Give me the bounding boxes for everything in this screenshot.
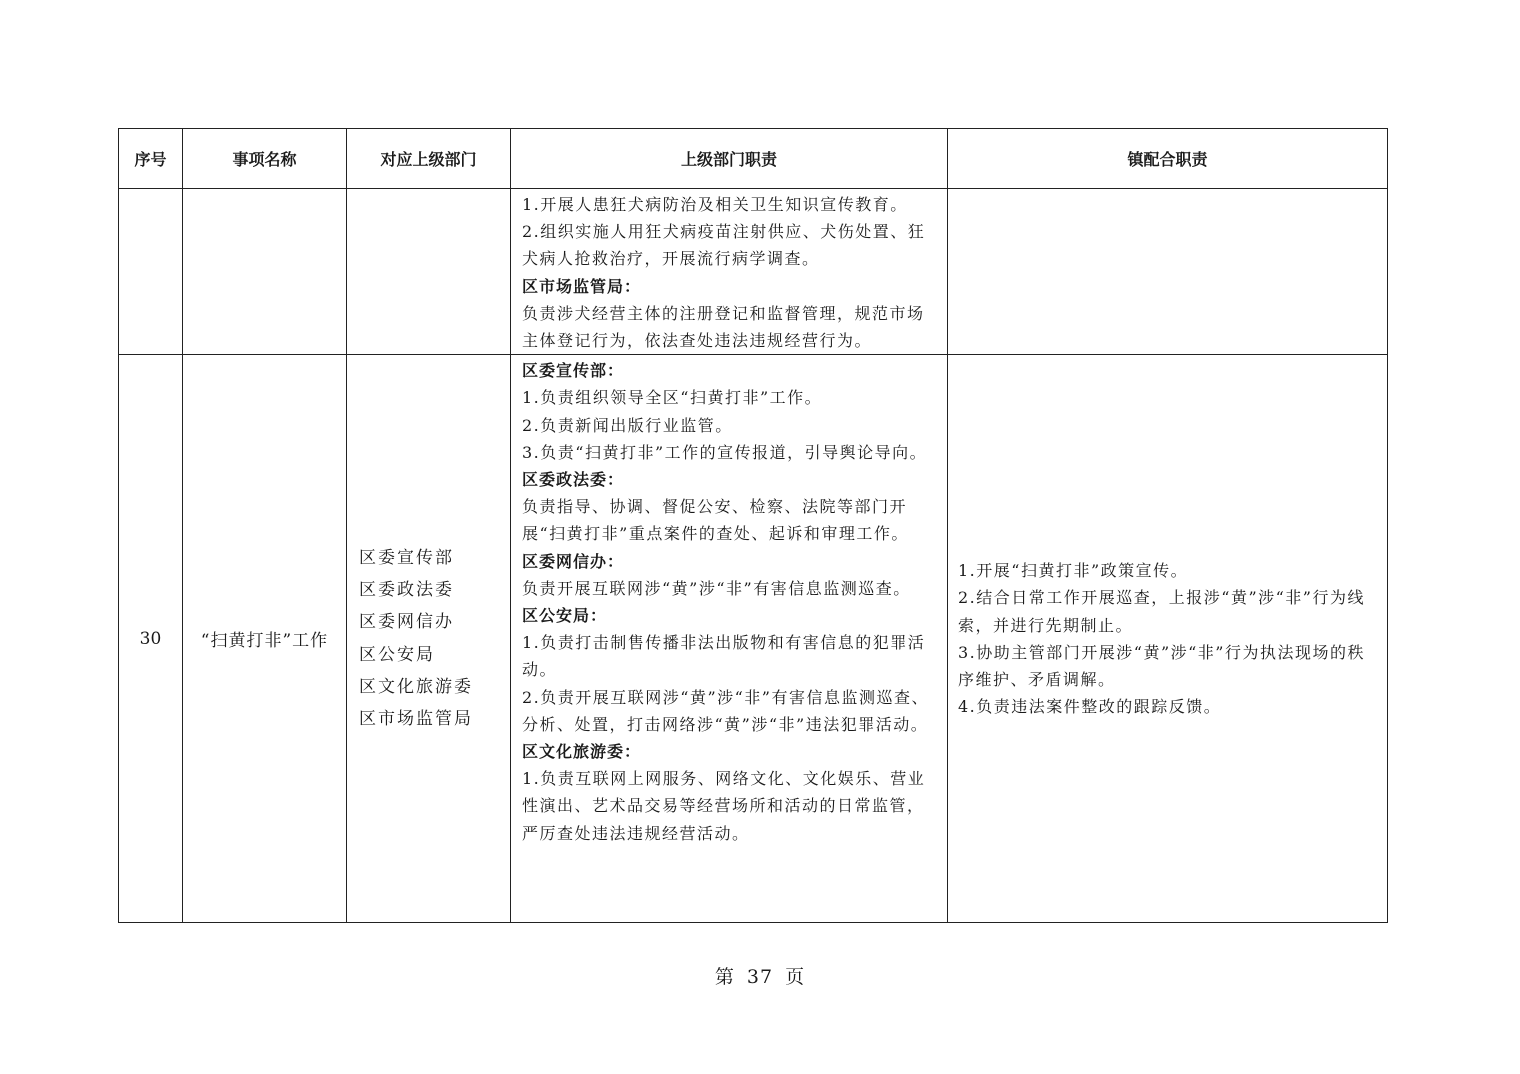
dept-item: 区市场监管局 — [359, 709, 473, 730]
dept-heading: 区文化旅游委： — [522, 742, 642, 762]
row2-seq-cell: 30 — [119, 355, 183, 923]
dept-heading: 区委宣传部： — [522, 361, 625, 381]
row1-town-duty-cell — [948, 189, 1388, 355]
table-header-row — [119, 129, 1388, 189]
dept-item: 区委政法委 — [359, 580, 454, 601]
row1-upper-dept-cell — [347, 189, 511, 355]
page-footer — [0, 962, 1520, 989]
table-row — [119, 189, 1388, 355]
header-town-duty: 镇配合职责 — [948, 129, 1388, 189]
dept-item: 区委宣传部 — [359, 547, 454, 568]
header-upper-duty: 上级部门职责 — [511, 129, 948, 189]
duty-line: 1.负责互联网上网服务、网络文化、文化娱乐、营业性演出、艺术品交易等经营场所和活动的日常监管，严厉查处违法违规经营活动。 — [522, 769, 926, 843]
town-duty-line: 4.负责违法案件整改的跟踪反馈。 — [958, 697, 1222, 717]
dept-heading: 区市场监管局： — [522, 276, 642, 296]
town-duty-line: 2.结合日常工作开展巡查，上报涉“黄”涉“非”行为线索，并进行先期制止。 — [958, 588, 1365, 635]
duty-line: 2.组织实施人用狂犬病疫苗注射供应、犬伤处置、狂犬病人抢救治疗，开展流行病学调查。 — [522, 222, 926, 269]
row1-upper-duty-cell — [511, 189, 948, 355]
duty-line: 2.负责开展互联网涉“黄”涉“非”有害信息监测巡查、分析、处置，打击网络涉“黄”涉“非”违法犯罪活动。 — [522, 687, 929, 734]
town-duty-line: 3.协助主管部门开展涉“黄”涉“非”行为执法现场的秩序维护、矛盾调解。 — [958, 642, 1365, 689]
dept-list — [347, 542, 510, 736]
item-name: “扫黄打非”工作 — [200, 631, 329, 652]
page-prefix: 第 — [714, 966, 735, 988]
dept-item: 区公安局 — [359, 644, 435, 665]
header-seq: 序号 — [119, 129, 183, 189]
duty-line: 1.开展人患狂犬病防治及相关卫生知识宣传教育。 — [522, 195, 908, 214]
dept-heading: 区委政法委： — [522, 470, 625, 490]
duty-line: 1.负责打击制售传播非法出版物和有害信息的犯罪活动。 — [522, 633, 926, 680]
duty-line: 负责指导、协调、督促公安、检察、法院等部门开展“扫黄打非”重点案件的查处、起诉和审理工作。 — [522, 497, 909, 544]
row2-town-duty-cell — [948, 355, 1388, 923]
page-number: 37 — [746, 966, 774, 988]
duty-line: 负责涉犬经营主体的注册登记和监督管理，规范市场主体登记行为，依法查处违法违规经营行为。 — [522, 303, 925, 351]
duty-line: 负责开展互联网涉“黄”涉“非”有害信息监测巡查。 — [522, 578, 911, 598]
row2-item-name-cell — [183, 355, 347, 923]
duty-line: 1.负责组织领导全区“扫黄打非”工作。 — [522, 388, 823, 408]
row1-item-name-cell — [183, 189, 347, 355]
duty-table — [118, 128, 1388, 923]
page-suffix: 页 — [785, 966, 806, 988]
row2-upper-dept-cell — [347, 355, 511, 923]
dept-heading: 区委网信办： — [522, 551, 625, 571]
duty-line: 2.负责新闻出版行业监管。 — [522, 415, 733, 435]
row2-upper-duty-cell — [511, 355, 948, 923]
dept-item: 区委网信办 — [359, 612, 454, 633]
table-row — [119, 355, 1388, 923]
header-item-name: 事项名称 — [183, 129, 347, 189]
row1-seq-cell — [119, 189, 183, 355]
dept-item: 区文化旅游委 — [359, 677, 473, 698]
duty-line: 3.负责“扫黄打非”工作的宣传报道，引导舆论导向。 — [522, 442, 928, 462]
dept-heading: 区公安局： — [522, 606, 608, 626]
header-upper-dept: 对应上级部门 — [347, 129, 511, 189]
town-duty-line: 1.开展“扫黄打非”政策宣传。 — [958, 561, 1189, 581]
